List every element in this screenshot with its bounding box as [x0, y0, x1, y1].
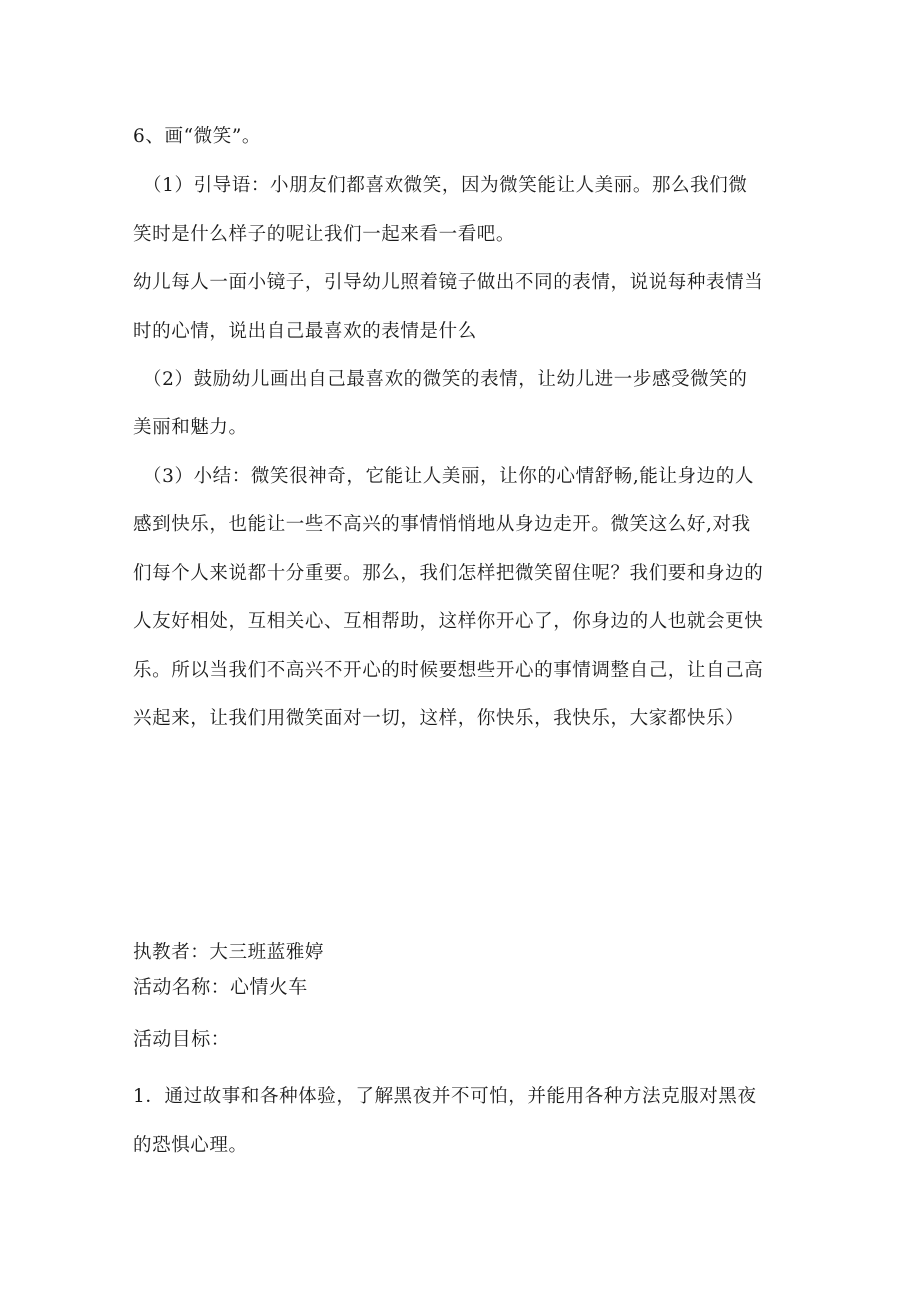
paragraph-3-line-2: 美丽和魅力。	[133, 417, 248, 438]
teacher-line: 执教者：大三班蓝雅婷	[133, 942, 325, 963]
activity-name: 活动名称：心情火车	[133, 976, 308, 998]
paragraph-4-line-4: 人友好相处，互相关心、互相帮助，这样你开心了，你身边的人也就会更快	[133, 611, 764, 632]
goals-heading: 活动目标：	[133, 1028, 231, 1050]
paragraph-4-line-1: （3）小结：微笑很神奇，它能让人美丽，让你的心情舒畅,能让身边的人	[143, 466, 754, 487]
paragraph-4-line-3: 们每个人来说都十分重要。那么，我们怎样把微笑留住呢？我们要和身边的	[133, 563, 764, 584]
paragraph-1-line-2: 笑时是什么样子的呢让我们一起来看一看吧。	[133, 224, 516, 245]
paragraph-2-line-2: 时的心情，说出自己最喜欢的表情是什么	[133, 321, 477, 342]
paragraph-4-line-6: 兴起来，让我们用微笑面对一切，这样，你快乐，我快乐，大家都快乐）	[133, 708, 745, 729]
paragraph-4-line-2: 感到快乐，也能让一些不高兴的事情悄悄地从身边走开。微笑这么好,对我	[133, 514, 751, 535]
section-heading: 6、画“微笑”。	[133, 126, 261, 147]
goal-1-line-2: 的恐惧心理。	[133, 1135, 248, 1156]
paragraph-3-line-1: （2）鼓励幼儿画出自己最喜欢的微笑的表情，让幼儿进一步感受微笑的	[143, 369, 748, 390]
paragraph-2-line-1: 幼儿每人一面小镜子，引导幼儿照着镜子做出不同的表情，说说每种表情当	[133, 272, 764, 293]
goal-1-line-1: 1．通过故事和各种体验，了解黑夜并不可怕，并能用各种方法克服对黑夜	[133, 1086, 757, 1107]
paragraph-4-line-5: 乐。所以当我们不高兴不开心的时候要想些开心的事情调整自己，让自己高	[133, 660, 764, 681]
paragraph-1-line-1: （1）引导语：小朋友们都喜欢微笑，因为微笑能让人美丽。那么我们微	[143, 175, 748, 196]
